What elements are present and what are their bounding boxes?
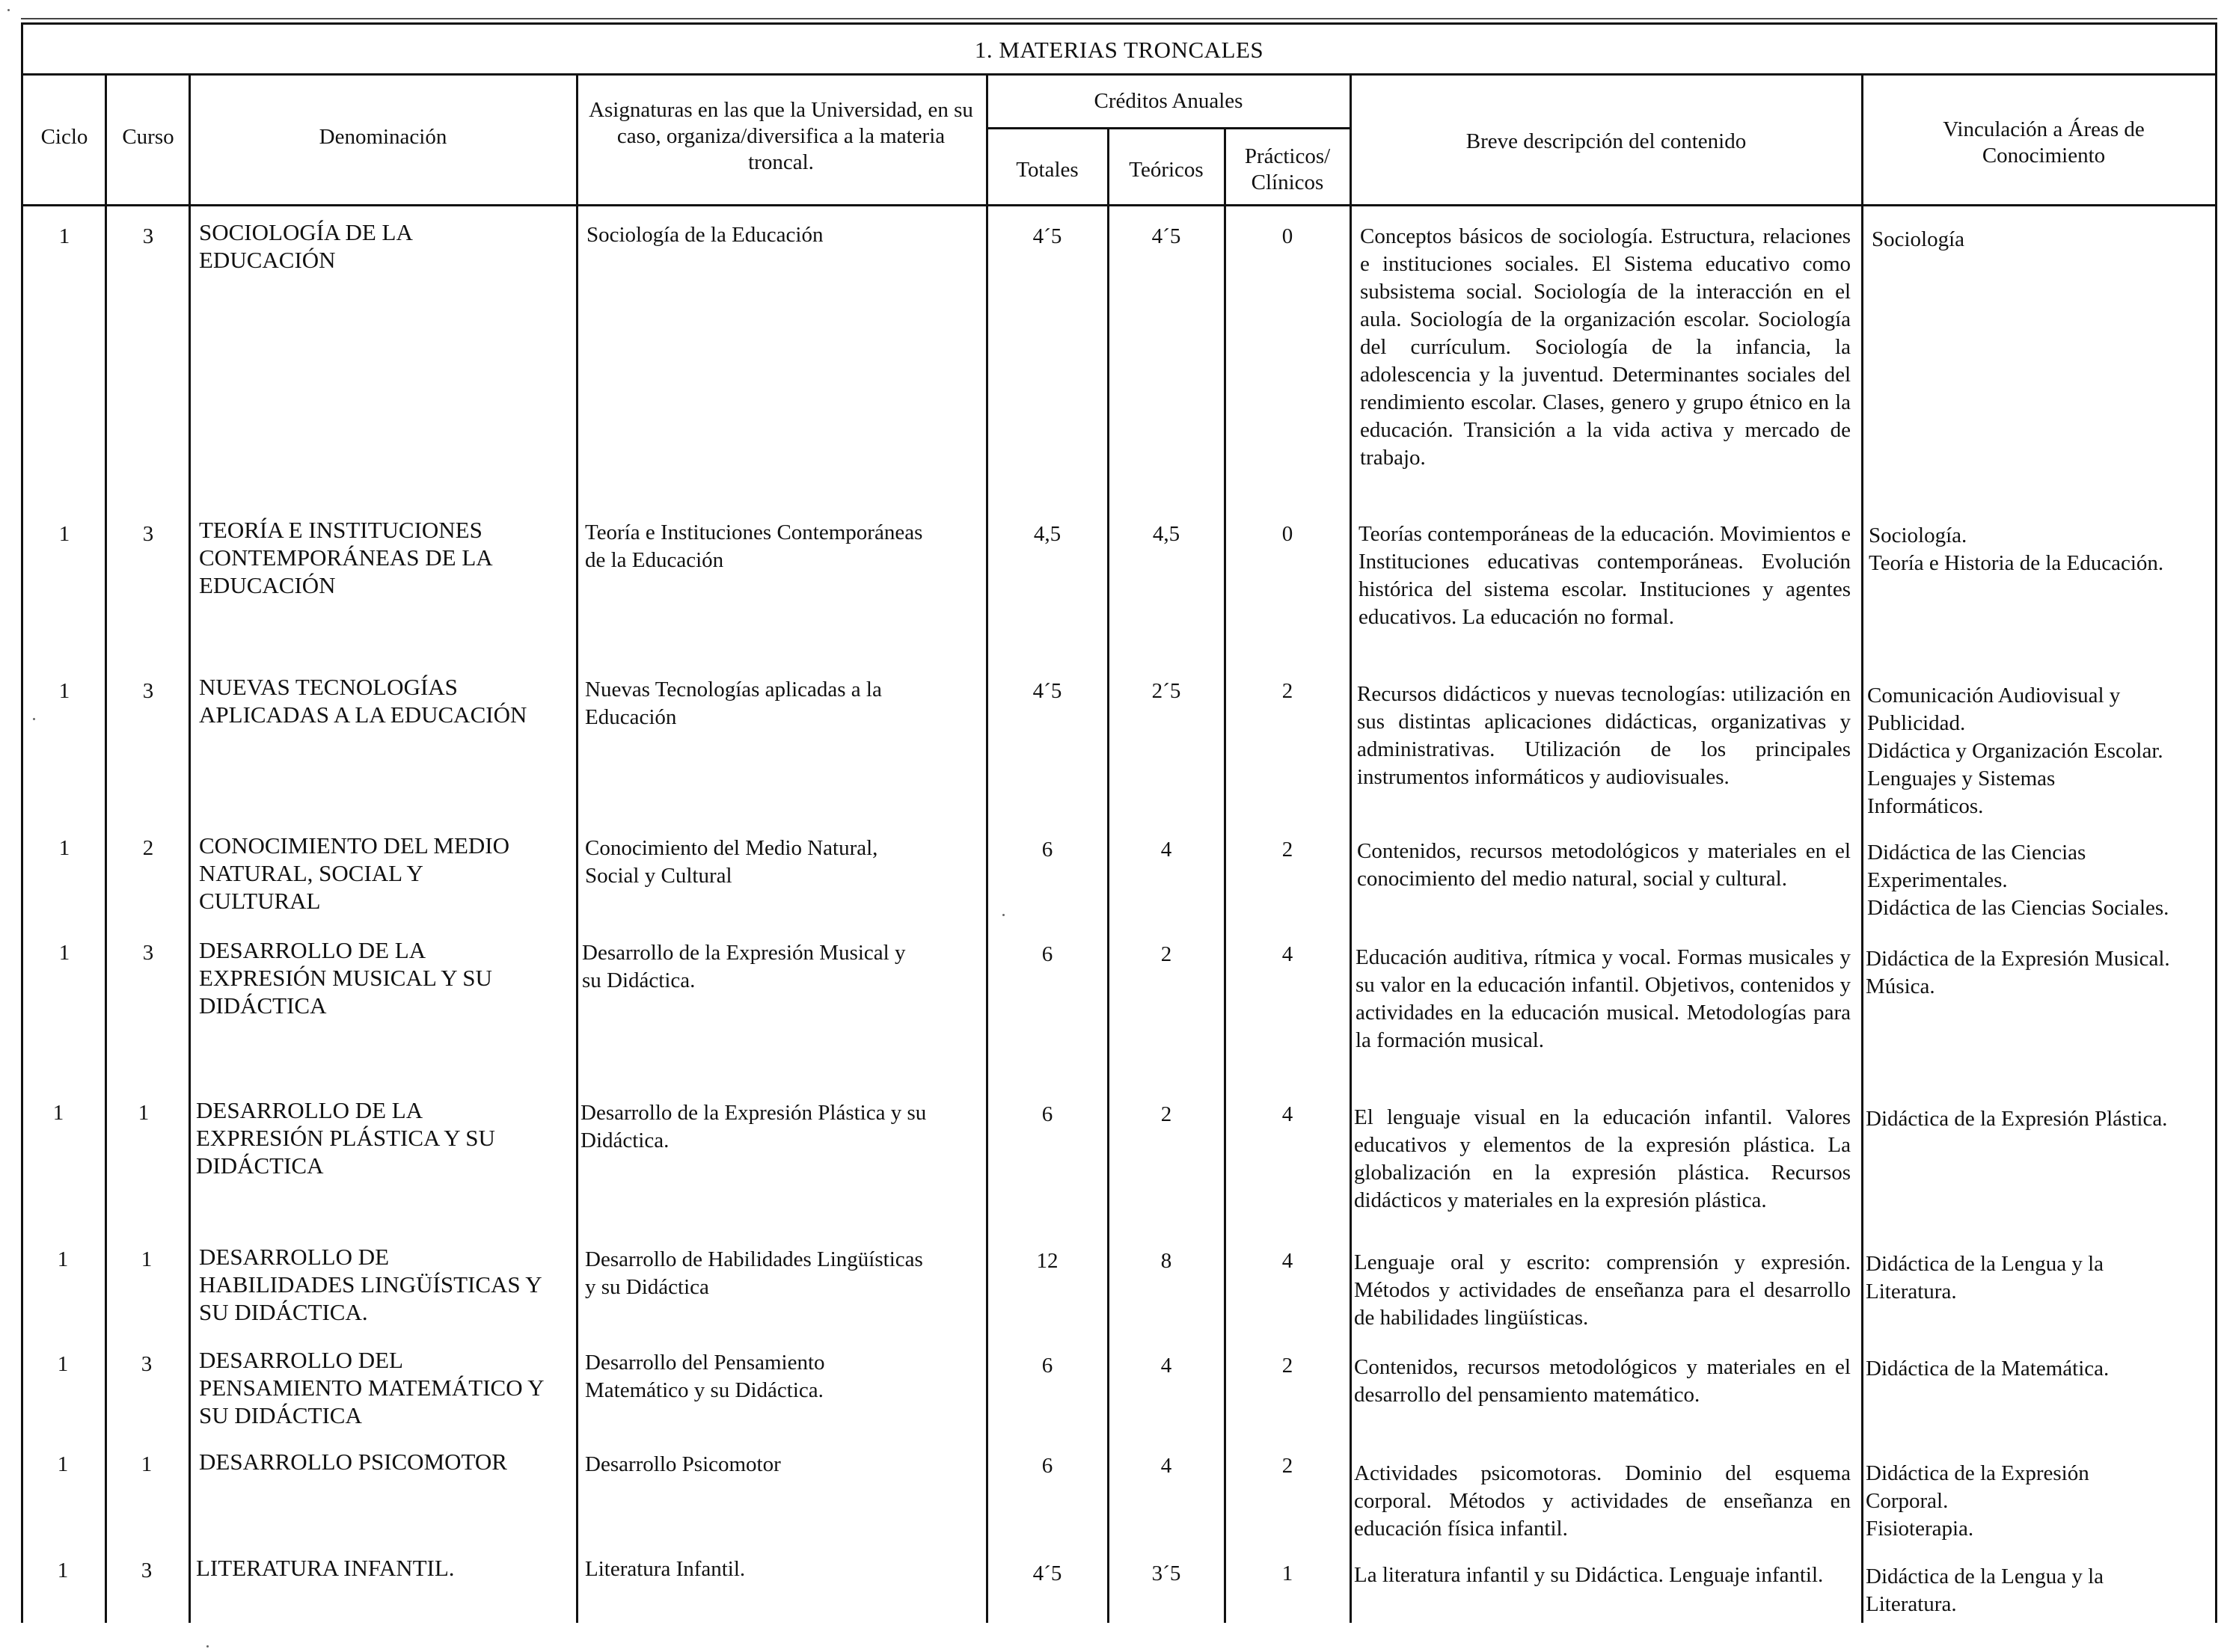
header-teoricos: Teóricos [1129, 158, 1204, 182]
row6-curso: 1 [138, 1101, 150, 1125]
credits-subheader-rule [986, 127, 1350, 129]
col-rule-totales [1107, 127, 1109, 1623]
row3-denominacion: NUEVAS TECNOLOGÍAS APLICADAS A LA EDUCACIÓN [199, 674, 527, 728]
row6-denominacion: DESARROLLO DE LA EXPRESIÓN PLÁSTICA Y SU DIDÁCTICA [196, 1097, 495, 1179]
row4-totales: 6 [1041, 838, 1053, 862]
row4-practicos: 2 [1281, 838, 1293, 862]
row8-totales: 6 [1041, 1354, 1053, 1378]
header-descripcion: Breve descripción del contenido [1465, 129, 1747, 153]
row5-descripcion: Educación auditiva, rítmica y vocal. Formas musicales y su valor en la educación infantil. Objetivos, contenidos y actividades en la educación musical. Metodologías para la formación musical. [1356, 945, 1851, 1052]
row10-curso: 3 [141, 1559, 153, 1582]
row2-teoricos: 4,5 [1152, 522, 1180, 546]
row5-teoricos: 2 [1160, 942, 1172, 966]
row9-denominacion: DESARROLLO PSICOMOTOR [199, 1449, 507, 1475]
row4-asignatura: Conocimiento del Medio Natural, Social y Cultural [585, 836, 878, 888]
row5-denominacion: DESARROLLO DE LA EXPRESIÓN MUSICAL Y SU DIDÁCTICA [199, 937, 492, 1019]
row7-curso: 1 [141, 1247, 153, 1271]
row6-ciclo: 1 [52, 1101, 64, 1125]
row10-asignatura: Literatura Infantil. [585, 1557, 746, 1581]
row7-ciclo: 1 [57, 1247, 69, 1271]
row10-totales: 4´5 [1032, 1562, 1062, 1585]
row2-descripcion: Teorías contemporáneas de la educación. Movimientos e Instituciones educativas contemporáneas. Evolución histórica del sistema escolar. Instituciones y agentes educativos. La educación no formal. [1358, 522, 1851, 629]
row6-vinculacion: Didáctica de la Expresión Plástica. [1866, 1107, 2168, 1131]
scan-speck [7, 9, 10, 11]
row8-descripcion: Contenidos, recursos metodológicos y materiales en el desarrollo del pensamiento matemático. [1354, 1355, 1851, 1407]
row9-ciclo: 1 [57, 1452, 69, 1476]
header-creditos: Créditos Anuales [1094, 89, 1243, 113]
row9-vinculacion: Didáctica de la Expresión Corporal. Fisioterapia. [1866, 1461, 2089, 1541]
scan-speck [33, 718, 35, 720]
header-asignaturas: Asignaturas en las que la Universidad, en su caso, organiza/diversifica a la materia troncal. [589, 98, 973, 174]
row9-teoricos: 4 [1160, 1454, 1172, 1478]
row5-totales: 6 [1041, 942, 1053, 966]
row7-asignatura: Desarrollo de Habilidades Lingüísticas y su Didáctica [585, 1247, 923, 1299]
title-rule [21, 73, 2217, 76]
row2-asignatura: Teoría e Instituciones Contemporáneas de la Educación [585, 521, 923, 572]
row3-asignatura: Nuevas Tecnologías aplicadas a la Educación [585, 678, 882, 729]
row7-denominacion: DESARROLLO DE HABILIDADES LINGÜÍSTICAS Y SU DIDÁCTICA. [199, 1244, 542, 1325]
table-title: 1. MATERIAS TRONCALES [974, 37, 1264, 63]
top-rule [21, 18, 2217, 19]
row10-ciclo: 1 [57, 1559, 69, 1582]
row2-curso: 3 [142, 522, 154, 546]
row8-practicos: 2 [1281, 1354, 1293, 1378]
row9-asignatura: Desarrollo Psicomotor [585, 1452, 781, 1476]
row4-denominacion: CONOCIMIENTO DEL MEDIO NATURAL, SOCIAL Y CULTURAL [199, 832, 510, 914]
row3-descripcion: Recursos didácticos y nuevas tecnologías: utilización en sus distintas aplicaciones didácticas, organizativas y administrativas. Utilización de los principales instrumentos informáticos y audiovisuales. [1357, 682, 1851, 789]
header-denominacion: Denominación [319, 125, 447, 149]
row8-curso: 3 [141, 1352, 153, 1376]
header-totales: Totales [1016, 158, 1079, 182]
row10-practicos: 1 [1281, 1562, 1293, 1585]
row9-totales: 6 [1041, 1454, 1053, 1478]
row7-teoricos: 8 [1160, 1249, 1172, 1273]
row10-denominacion: LITERATURA INFANTIL. [196, 1555, 455, 1581]
row8-denominacion: DESARROLLO DEL PENSAMIENTO MATEMÁTICO Y SU DIDÁCTICA [199, 1347, 545, 1428]
row9-descripcion: Actividades psicomotoras. Dominio del esquema corporal. Métodos y actividades de enseñanza en educación física infantil. [1354, 1461, 1851, 1541]
row3-curso: 3 [142, 679, 154, 703]
row7-descripcion: Lenguaje oral y escrito: comprensión y expresión. Métodos y actividades de enseñanza para el desarrollo de habilidades lingüísticas. [1354, 1250, 1851, 1330]
row1-asignatura: Sociología de la Educación [586, 223, 824, 247]
row4-descripcion: Contenidos, recursos metodológicos y materiales en el conocimiento del medio natural, social y cultural. [1357, 839, 1851, 891]
row4-teoricos: 4 [1160, 838, 1172, 862]
row3-totales: 4´5 [1032, 679, 1062, 703]
header-vinculacion: Vinculación a Áreas de Conocimiento [1943, 117, 2145, 168]
row2-denominacion: TEORÍA E INSTITUCIONES CONTEMPORÁNEAS DE LA EDUCACIÓN [199, 517, 493, 598]
row2-totales: 4,5 [1033, 522, 1062, 546]
row8-vinculacion: Didáctica de la Matemática. [1866, 1357, 2110, 1381]
row7-practicos: 4 [1281, 1249, 1293, 1273]
header-curso: Curso [122, 125, 174, 149]
row9-practicos: 2 [1281, 1454, 1293, 1478]
row1-descripcion: Conceptos básicos de sociología. Estructura, relaciones e instituciones sociales. El Sistema educativo como subsistema social. Sociología de la interacción en el aula. Sociología de la organización escolar. Sociología del currículum. Sociología de la infancia, la adolescencia y la juventud. Determinantes sociales del rendimiento escolar. Clases, genero y grupo étnico en la educación. Transición a la vida activa y mercado de trabajo. [1360, 224, 1851, 470]
row1-vinculacion: Sociología [1872, 227, 1965, 251]
header-practicos: Prácticos/ Clínicos [1244, 144, 1331, 194]
row6-descripcion: El lenguaje visual en la educación infantil. Valores educativos y elementos de la expresión plástica. La globalización en la expresión plástica. Recursos didácticos y materiales en la expresión plástica. [1354, 1105, 1851, 1212]
row8-ciclo: 1 [57, 1352, 69, 1376]
row1-denominacion: SOCIOLOGÍA DE LA EDUCACIÓN [199, 219, 413, 273]
row10-vinculacion: Didáctica de la Lengua y la Literatura. [1866, 1565, 2104, 1616]
row5-vinculacion: Didáctica de la Expresión Musical. Música. [1866, 947, 2170, 998]
row10-descripcion: La literatura infantil y su Didáctica. Lenguaje infantil. [1354, 1563, 1824, 1587]
row3-teoricos: 2´5 [1151, 679, 1181, 703]
row8-asignatura: Desarrollo del Pensamiento Matemático y su Didáctica. [585, 1351, 825, 1402]
row4-curso: 2 [142, 836, 154, 860]
row2-ciclo: 1 [58, 522, 70, 546]
row5-asignatura: Desarrollo de la Expresión Musical y su Didáctica. [582, 941, 906, 992]
row7-totales: 12 [1036, 1249, 1059, 1273]
row5-practicos: 4 [1281, 942, 1293, 966]
scan-speck [1002, 914, 1005, 916]
row1-teoricos: 4´5 [1151, 224, 1181, 248]
row9-curso: 1 [141, 1452, 153, 1476]
row6-asignatura: Desarrollo de la Expresión Plástica y su Didáctica. [581, 1101, 927, 1152]
row5-ciclo: 1 [58, 941, 70, 965]
row6-teoricos: 2 [1160, 1102, 1172, 1126]
row1-ciclo: 1 [58, 224, 70, 248]
row6-totales: 6 [1041, 1102, 1053, 1126]
row6-practicos: 4 [1281, 1102, 1293, 1126]
col-rule-descripcion [1861, 73, 1863, 1623]
row1-curso: 3 [142, 224, 154, 248]
row3-practicos: 2 [1281, 679, 1293, 703]
col-rule-denominacion [576, 73, 578, 1623]
row1-totales: 4´5 [1032, 224, 1062, 248]
row1-practicos: 0 [1281, 224, 1293, 248]
row5-curso: 3 [142, 941, 154, 965]
row4-vinculacion: Didáctica de las Ciencias Experimentales. Didáctica de las Ciencias Sociales. [1867, 841, 2169, 920]
row4-ciclo: 1 [58, 836, 70, 860]
col-rule-teoricos [1224, 127, 1226, 1623]
row7-vinculacion: Didáctica de la Lengua y la Literatura. [1866, 1252, 2104, 1304]
header-bottom-rule [21, 204, 2217, 206]
scan-speck [206, 1645, 209, 1648]
col-rule-creditos [1350, 73, 1352, 1623]
row8-teoricos: 4 [1160, 1354, 1172, 1378]
row3-ciclo: 1 [58, 679, 70, 703]
header-ciclo: Ciclo [40, 125, 88, 149]
row3-vinculacion: Comunicación Audiovisual y Publicidad. Didáctica y Organización Escolar. Lenguajes y Sistemas Informáticos. [1867, 684, 2163, 818]
row2-vinculacion: Sociología. Teoría e Historia de la Educación. [1869, 523, 2164, 575]
row10-teoricos: 3´5 [1151, 1562, 1181, 1585]
row2-practicos: 0 [1281, 522, 1293, 546]
